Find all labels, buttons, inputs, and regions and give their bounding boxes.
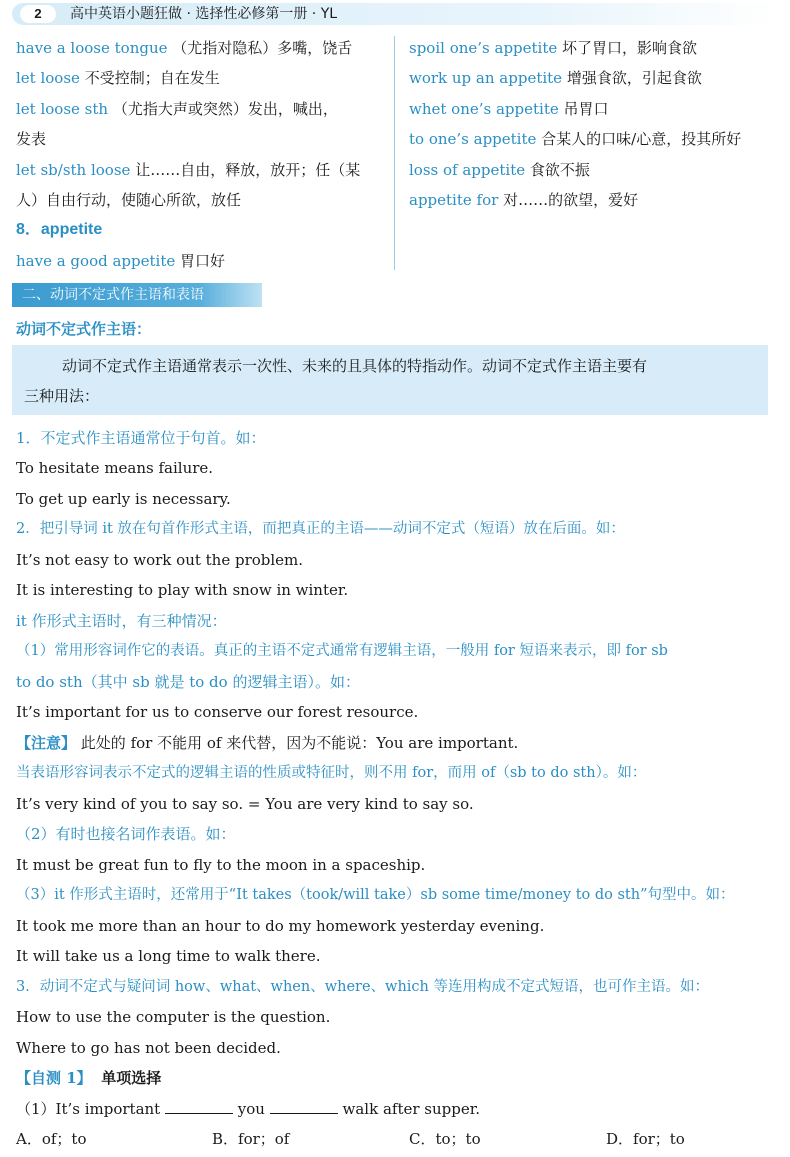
option-b[interactable]: B．for；of xyxy=(212,1130,290,1148)
example-sentence: To get up early is necessary. xyxy=(16,490,231,508)
info-text-line: 三种用法： xyxy=(24,387,100,405)
rule-text: 1．不定式作主语通常位于句首。如： xyxy=(16,429,266,447)
note-tag: 【注意】 xyxy=(16,734,77,752)
rule-text: to do sth（其中 sb 就是 to do 的逻辑主语）。如： xyxy=(16,673,360,691)
rule-text: （2）有时也接名词作表语。如： xyxy=(16,825,236,843)
vocab-item: let loose 不受控制；自在发生 xyxy=(16,69,220,87)
vocab-item: work up an appetite 增强食欲，引起食欲 xyxy=(409,69,702,87)
example-sentence: How to use the computer is the question. xyxy=(16,1008,331,1026)
answer-blank[interactable] xyxy=(165,1101,233,1114)
option-c[interactable]: C．to；to xyxy=(409,1130,481,1148)
section-banner: 二、动词不定式作主语和表语 xyxy=(12,283,262,307)
book-title: 高中英语小题狂做 · 选择性必修第一册 · YL xyxy=(70,6,338,22)
vocab-item: to one’s appetite 合某人的口味/心意，投其所好 xyxy=(409,130,742,148)
example-sentence: It’s important for us to conserve our forest resource. xyxy=(16,703,419,721)
example-sentence: It is interesting to play with snow in winter. xyxy=(16,581,349,599)
rule-text: it 作形式主语时，有三种情况： xyxy=(16,612,227,630)
vocab-item: whet one’s appetite 吊胃口 xyxy=(409,100,609,118)
vocab-item: have a loose tongue （尤指对隐私）多嘴，饶舌 xyxy=(16,39,353,57)
vocab-item: let sb/sth loose 让……自由，释放，放开；任（某 xyxy=(16,161,361,179)
option-a[interactable]: A．of；to xyxy=(16,1130,87,1148)
answer-blank[interactable] xyxy=(270,1101,338,1114)
example-sentence: It took me more than an hour to do my homework yesterday evening. xyxy=(16,917,545,935)
example-sentence: It’s very kind of you to say so. = You are very kind to say so. xyxy=(16,795,474,813)
section-subheading: 动词不定式作主语： xyxy=(16,320,152,338)
vocab-item-continued: 发表 xyxy=(16,130,47,148)
word-heading-appetite: 8．appetite xyxy=(16,221,103,238)
question: （1）It’s important you walk after supper. xyxy=(16,1100,481,1118)
self-test-heading: 【自测 1】 单项选择 xyxy=(16,1069,162,1087)
column-divider xyxy=(394,36,395,270)
vocab-item: spoil one’s appetite 坏了胃口，影响食欲 xyxy=(409,39,698,57)
vocab-item: let loose sth （尤指大声或突然）发出，喊出， xyxy=(16,100,338,118)
rule-text: 3．动词不定式与疑问词 how、what、when、where、which 等连用构成不定式短语，也可作主语。如： xyxy=(16,979,710,995)
rule-text: 2．把引导词 it 放在句首作形式主语，而把真正的主语——动词不定式（短语）放在后面。如： xyxy=(16,521,625,537)
rule-text: 当表语形容词表示不定式的逻辑主语的性质或特征时，则不用 for，而用 of（sb to do sth）。如： xyxy=(16,765,647,781)
vocab-item-continued: 人）自由行动，使随心所欲，放任 xyxy=(16,191,242,209)
rule-text: （1）常用形容词作它的表语。真正的主语不定式通常有逻辑主语，一般用 for 短语来表示，即 for sb xyxy=(16,643,668,659)
example-sentence: Where to go has not been decided. xyxy=(16,1039,281,1057)
example-sentence: It’s not easy to work out the problem. xyxy=(16,551,304,569)
self-test-tag: 【自测 1】 xyxy=(16,1069,92,1087)
page-header xyxy=(12,3,778,25)
info-text-line: 动词不定式作主语通常表示一次性、未来的且具体的特指动作。动词不定式作主语主要有 xyxy=(62,357,648,375)
vocab-item: appetite for 对……的欲望，爱好 xyxy=(409,191,639,209)
page-number: 2 xyxy=(20,5,56,23)
option-d[interactable]: D．for；to xyxy=(606,1130,685,1148)
example-sentence: It must be great fun to fly to the moon in a spaceship. xyxy=(16,856,426,874)
example-sentence: It will take us a long time to walk there. xyxy=(16,947,321,965)
vocab-item: loss of appetite 食欲不振 xyxy=(409,161,590,179)
vocab-item: have a good appetite 胃口好 xyxy=(16,252,226,270)
info-box xyxy=(12,345,768,415)
note-line: 【注意】 此处的 for 不能用 of 来代替，因为不能说：You are important. xyxy=(16,734,519,752)
example-sentence: To hesitate means failure. xyxy=(16,459,214,477)
rule-text: （3）it 作形式主语时，还常用于“It takes（took/will take）sb some time/money to do sth”句型中。如： xyxy=(16,887,735,903)
